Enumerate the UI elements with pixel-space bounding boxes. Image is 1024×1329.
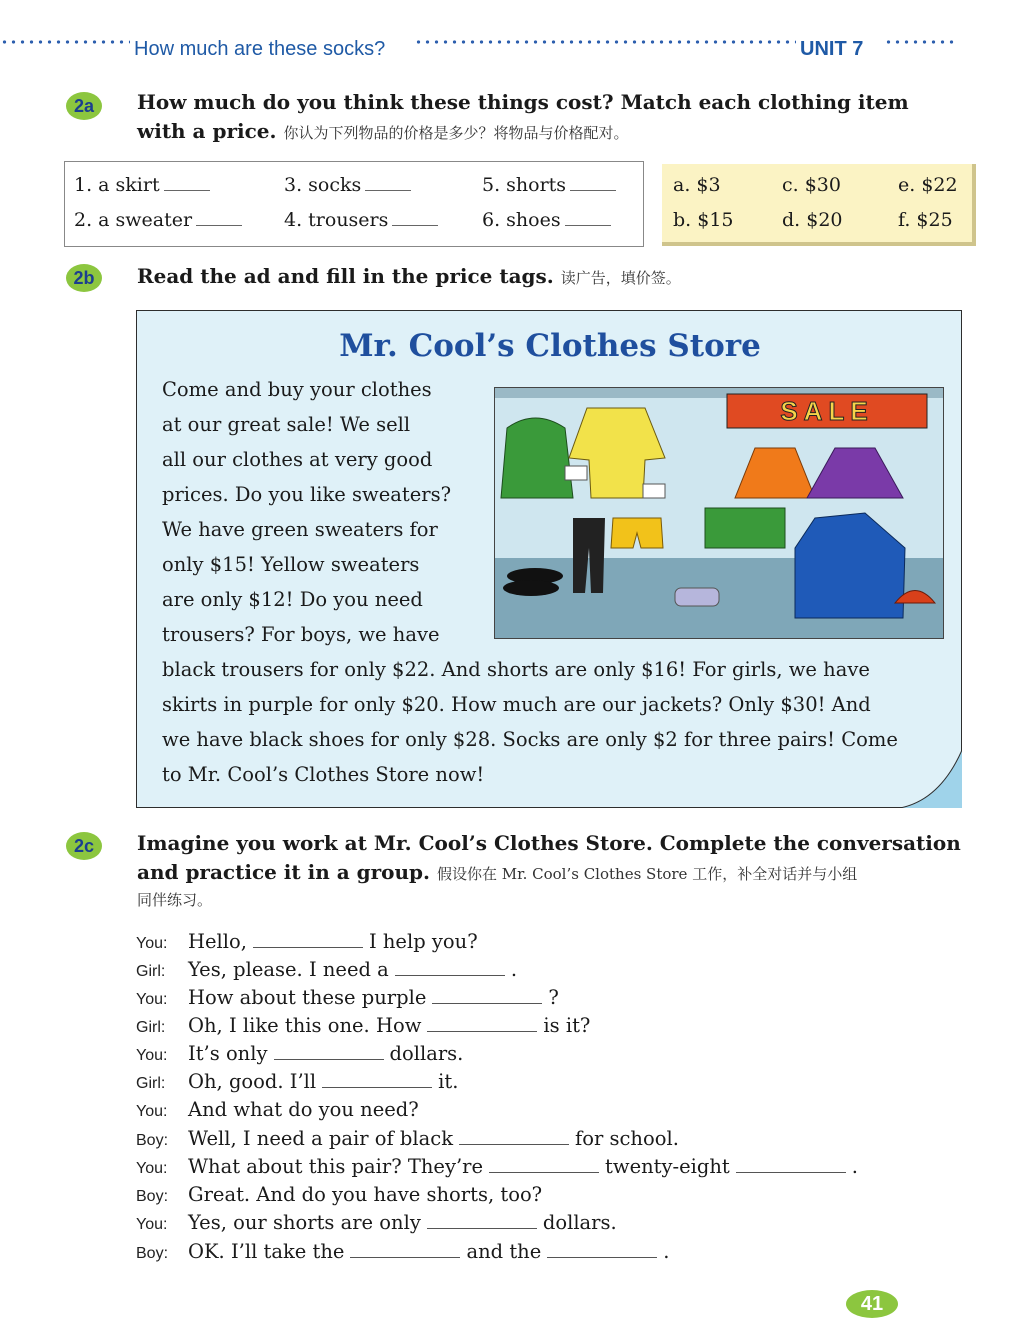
- ad-line: Come and buy your clothes: [162, 378, 432, 401]
- speaker-label: You:: [136, 1103, 168, 1120]
- dialogue-text: How about these purple: [188, 986, 427, 1009]
- speaker-label: You:: [136, 1160, 168, 1177]
- dialogue-text: ?: [548, 986, 559, 1009]
- ad-line: trousers? For boys, we have: [162, 623, 440, 646]
- instruction-2a-line1: How much do you think these things cost? Match each clothing item: [137, 90, 909, 114]
- clothing-item-3: [284, 174, 411, 196]
- dialogue-blank[interactable]: [459, 1144, 569, 1145]
- instruction-2b-chinese: 读广告，填价签。: [560, 269, 681, 287]
- instruction-2a-chinese: 你认为下列物品的价格是多少？将物品与价格配对。: [283, 124, 629, 142]
- dialogue-text: Hello,: [188, 930, 247, 953]
- dialogue-blank[interactable]: [489, 1172, 599, 1173]
- answer-blank[interactable]: [392, 225, 438, 226]
- dialogue-line: [136, 1211, 617, 1234]
- dialogue-line: [136, 1183, 542, 1206]
- section-badge-2c: 2c: [66, 832, 102, 860]
- speaker-label: You:: [136, 935, 168, 952]
- instruction-2c-chinese-2: 同伴练习。: [137, 891, 213, 909]
- item-label: 6. shoes: [482, 209, 561, 231]
- dialogue-text: is it?: [543, 1014, 591, 1037]
- speaker-label: You:: [136, 1047, 168, 1064]
- answer-blank[interactable]: [196, 225, 242, 226]
- ad-line: to Mr. Cool’s Clothes Store now!: [162, 763, 485, 786]
- store-illustration: [494, 387, 944, 639]
- instruction-2c-line2: [137, 858, 857, 888]
- ad-line: we have black shoes for only $28. Socks are only $2 for three pairs! Come: [162, 728, 898, 751]
- clothing-item-1: [74, 174, 210, 196]
- item-label: 4. trousers: [284, 209, 389, 231]
- dialogue-blank[interactable]: [322, 1087, 432, 1088]
- dialogue-text: Yes, our shorts are only: [188, 1211, 421, 1234]
- answer-blank[interactable]: [365, 190, 411, 191]
- header-dots-left: [0, 38, 130, 46]
- dialogue-line: [136, 1098, 419, 1121]
- sale-sign-text: SALE: [780, 396, 874, 426]
- page-curl-corner: [900, 750, 962, 808]
- answer-blank[interactable]: [164, 190, 210, 191]
- instruction-2c-chinese: 假设你在 Mr. Cool’s Clothes Store 工作，补全对话并与小组: [436, 865, 858, 883]
- item-label: 2. a sweater: [74, 209, 193, 231]
- dialogue-text: What about this pair? They’re: [188, 1155, 484, 1178]
- ad-line: prices. Do you like sweaters?: [162, 483, 452, 506]
- ad-line: skirts in purple for only $20. How much are our jackets? Only $30! And: [162, 693, 871, 716]
- dialogue-text: OK. I’ll take the: [188, 1240, 345, 1263]
- header-dots-middle: [414, 38, 796, 46]
- dialogue-line: [136, 1070, 458, 1093]
- ad-line: We have green sweaters for: [162, 518, 438, 541]
- dialogue-text: twenty-eight: [605, 1155, 730, 1178]
- dialogue-text: dollars.: [389, 1042, 464, 1065]
- dialogue-text: Great. And do you have shorts, too?: [188, 1183, 543, 1206]
- dialogue-text: Oh, good. I’ll: [188, 1070, 317, 1093]
- speaker-label: Boy:: [136, 1188, 169, 1205]
- dialogue-text: .: [851, 1155, 858, 1178]
- speaker-label: You:: [136, 1216, 168, 1233]
- item-label: 5. shorts: [482, 174, 567, 196]
- dialogue-text: I help you?: [368, 930, 478, 953]
- speaker-label: Boy:: [136, 1245, 169, 1262]
- dialogue-text: dollars.: [542, 1211, 617, 1234]
- dialogue-text: It’s only: [188, 1042, 268, 1065]
- dialogue-blank[interactable]: [395, 975, 505, 976]
- dialogue-line: [136, 1155, 858, 1178]
- clothing-item-4: [284, 209, 438, 231]
- price-f: f. $25: [898, 209, 953, 231]
- speaker-label: Girl:: [136, 1075, 166, 1092]
- dialogue-blank[interactable]: [427, 1031, 537, 1032]
- clothing-item-5: [482, 174, 616, 196]
- answer-blank[interactable]: [570, 190, 616, 191]
- dialogue-text: And what do you need?: [188, 1098, 419, 1121]
- price-a: a. $3: [673, 174, 721, 196]
- instruction-2b: [137, 262, 681, 292]
- ad-line: all our clothes at very good: [162, 448, 433, 471]
- instruction-2b-text: Read the ad and fill in the price tags.: [137, 264, 554, 288]
- dialogue-line: [136, 1014, 590, 1037]
- instruction-2a-line2: [137, 117, 628, 147]
- instruction-2c-line3: [137, 884, 212, 914]
- dialogue-line: [136, 930, 478, 953]
- ad-line: only $15! Yellow sweaters: [162, 553, 420, 576]
- dialogue-text: Yes, please. I need a: [188, 958, 389, 981]
- dialogue-line: [136, 1240, 670, 1263]
- dialogue-blank[interactable]: [547, 1257, 657, 1258]
- dialogue-blank[interactable]: [432, 1003, 542, 1004]
- speaker-label: You:: [136, 991, 168, 1008]
- dialogue-line: [136, 986, 559, 1009]
- speaker-label: Girl:: [136, 963, 166, 980]
- price-e: e. $22: [898, 174, 958, 196]
- dialogue-line: [136, 1127, 679, 1150]
- dialogue-blank[interactable]: [253, 947, 363, 948]
- dialogue-blank[interactable]: [427, 1228, 537, 1229]
- header-dots-right: [884, 38, 958, 46]
- price-d: d. $20: [782, 209, 843, 231]
- page-header-title: How much are these socks?: [134, 38, 386, 60]
- section-badge-2a: 2a: [66, 92, 102, 120]
- ad-line: at our great sale! We sell: [162, 413, 411, 436]
- answer-blank[interactable]: [565, 225, 611, 226]
- instruction-2a-line2-text: with a price.: [137, 119, 277, 143]
- dialogue-text: Well, I need a pair of black: [188, 1127, 454, 1150]
- dialogue-line: [136, 958, 517, 981]
- page-number: 41: [846, 1290, 898, 1318]
- dialogue-text: Oh, I like this one. How: [188, 1014, 422, 1037]
- speaker-label: Girl:: [136, 1019, 166, 1036]
- dialogue-line: [136, 1042, 463, 1065]
- dialogue-text: .: [510, 958, 518, 981]
- instruction-2c-line1: Imagine you work at Mr. Cool’s Clothes Store. Complete the conversation: [137, 831, 961, 855]
- dialogue-text: for school.: [575, 1127, 679, 1150]
- ad-title: Mr. Cool’s Clothes Store: [339, 328, 761, 364]
- clothing-item-6: [482, 209, 611, 231]
- unit-label: UNIT 7: [800, 38, 864, 60]
- dialogue-blank[interactable]: [350, 1257, 460, 1258]
- price-b: b. $15: [673, 209, 734, 231]
- dialogue-blank[interactable]: [736, 1172, 846, 1173]
- section-badge-2b: 2b: [66, 264, 102, 292]
- ad-line: are only $12! Do you need: [162, 588, 423, 611]
- price-c: c. $30: [782, 174, 841, 196]
- instruction-2c-line2-text: and practice it in a group.: [137, 860, 430, 884]
- dialogue-text: it.: [438, 1070, 459, 1093]
- item-label: 1. a skirt: [74, 174, 160, 196]
- dialogue-text: .: [663, 1240, 670, 1263]
- dialogue-text: and the: [466, 1240, 542, 1263]
- ad-line: black trousers for only $22. And shorts are only $16! For girls, we have: [162, 658, 870, 681]
- item-label: 3. socks: [284, 174, 362, 196]
- dialogue-blank[interactable]: [274, 1059, 384, 1060]
- speaker-label: Boy:: [136, 1132, 169, 1149]
- clothing-item-2: [74, 209, 242, 231]
